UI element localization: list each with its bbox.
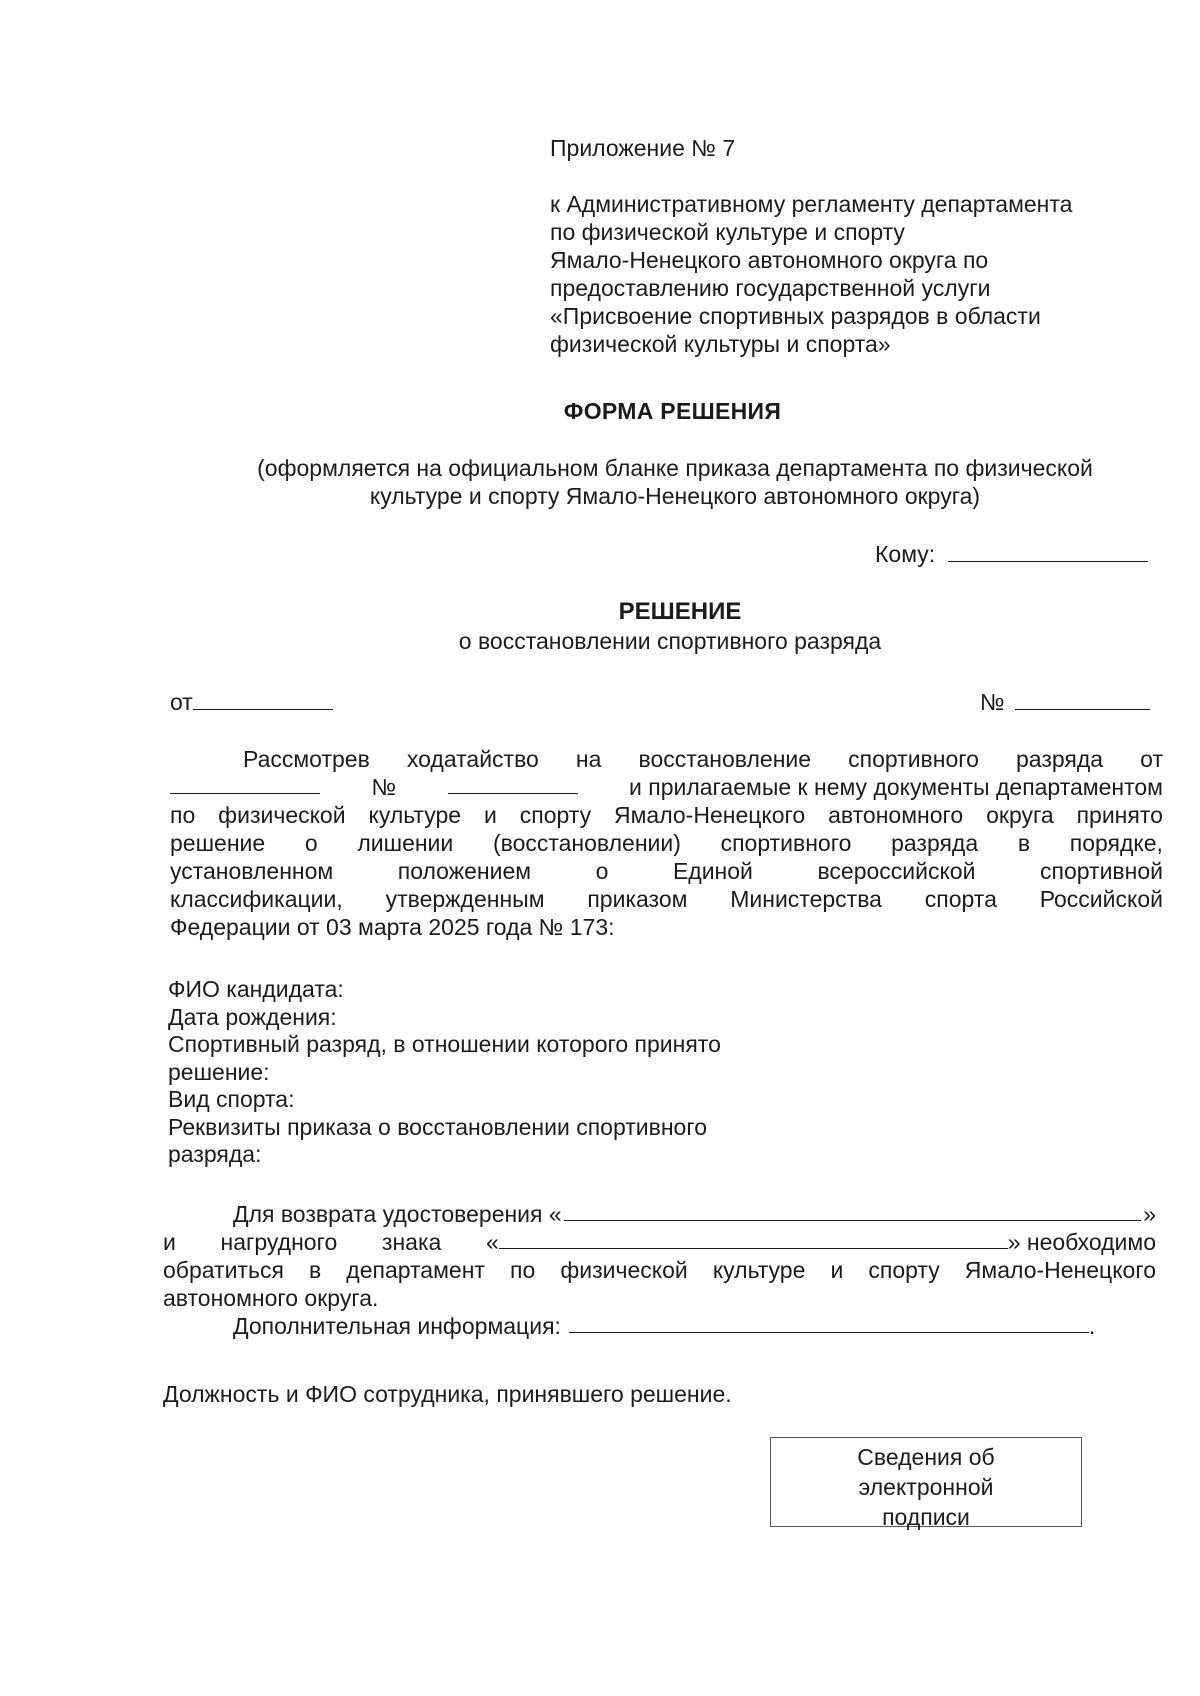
word: Российской xyxy=(1039,886,1163,912)
word: Ямало-Ненецкого xyxy=(964,1257,1156,1283)
word: решение xyxy=(170,830,266,856)
appendix-line: предоставлению государственной услуги xyxy=(550,275,991,301)
recipient-label: Кому: xyxy=(875,541,936,567)
word: Единой xyxy=(672,858,753,884)
return-line-4 xyxy=(163,1284,1156,1312)
appendix-line: физической культуры и спорта» xyxy=(550,331,891,357)
date-blank xyxy=(193,689,333,710)
field-birth-date: Дата рождения: xyxy=(168,1003,337,1030)
body-line-7-text: Федерации от 03 марта 2025 года № 173: xyxy=(170,914,615,940)
appendix-line: к Административному регламенту департамента xyxy=(550,191,1073,217)
note-line: культуре и спорту Ямало-Ненецкого автономного округа) xyxy=(369,483,981,509)
word: в xyxy=(1017,830,1031,856)
word: ходатайство xyxy=(406,746,539,772)
date-line xyxy=(170,688,333,716)
petition-number-blank xyxy=(448,773,578,794)
word: от xyxy=(1140,746,1163,772)
word: по xyxy=(510,1257,536,1283)
word: спортивного xyxy=(720,830,852,856)
return-paragraph xyxy=(163,1200,1156,1340)
word: утвержденным xyxy=(385,886,545,912)
decision-body xyxy=(170,745,1163,941)
petition-date-blank xyxy=(170,773,320,794)
employee-line: Должность и ФИО сотрудника, принявшего решение. xyxy=(163,1381,732,1407)
decision-title: РЕШЕНИЕ xyxy=(618,598,742,625)
additional-info-line xyxy=(163,1312,1156,1340)
word: культуре xyxy=(368,802,462,828)
word: нагрудного xyxy=(220,1229,338,1255)
word: (восстановлении) xyxy=(492,830,681,856)
word: департамент xyxy=(346,1257,485,1283)
body-line-2 xyxy=(170,773,1163,801)
appendix-number: Приложение № 7 xyxy=(550,135,736,161)
form-title: ФОРМА РЕШЕНИЯ xyxy=(563,398,782,424)
word: о xyxy=(595,858,609,884)
word: спортивного xyxy=(848,746,979,772)
signature-line: Сведения об xyxy=(857,1444,995,1470)
body-line-3 xyxy=(170,801,1163,829)
word: спорту xyxy=(519,802,592,828)
electronic-signature-box xyxy=(770,1437,1082,1530)
word: спортивной xyxy=(1040,858,1163,884)
body-line-2-text: и прилагаемые к нему документы департаментом xyxy=(629,774,1163,800)
return-line-4-text: автономного округа. xyxy=(163,1285,379,1311)
field-rank: Спортивный разряд, в отношении которого принято xyxy=(168,1031,721,1057)
word: спорту xyxy=(868,1257,940,1283)
word: классификации, xyxy=(170,886,343,912)
body-line-6 xyxy=(170,885,1163,913)
note-line: (оформляется на официальном бланке приказа департамента по физической xyxy=(257,455,1093,481)
word: на xyxy=(575,746,602,772)
quote-close: » xyxy=(1143,1201,1156,1227)
additional-info-label: Дополнительная информация: xyxy=(233,1313,561,1339)
return-line-3 xyxy=(163,1256,1156,1284)
word: культуре xyxy=(712,1257,806,1283)
word: Министерства xyxy=(730,886,882,912)
word: и xyxy=(483,802,497,828)
word: приказом xyxy=(587,886,688,912)
certificate-blank xyxy=(564,1200,1142,1221)
field-order: Реквизиты приказа о восстановлении спортивного xyxy=(168,1113,708,1140)
field-candidate-name: ФИО кандидата: xyxy=(168,976,344,1002)
word: округа xyxy=(986,802,1054,828)
signature-line: электронной xyxy=(858,1474,994,1500)
return-line-1-text: Для возврата удостоверения « xyxy=(233,1201,562,1227)
appendix-description xyxy=(550,190,1170,358)
word: физической xyxy=(218,802,346,828)
recipient-line xyxy=(875,540,1148,568)
date-label: от xyxy=(170,689,193,715)
word: разряда xyxy=(891,830,979,856)
word: порядке, xyxy=(1069,830,1163,856)
decision-subtitle: о восстановлении спортивного разряда xyxy=(458,628,882,654)
word: всероссийской xyxy=(817,858,976,884)
petition-number-label: № xyxy=(371,774,397,800)
word: лишении xyxy=(357,830,454,856)
word: разряда xyxy=(1016,746,1104,772)
body-line-5 xyxy=(170,857,1163,885)
badge-blank xyxy=(499,1228,1008,1249)
signature-line: подписи xyxy=(882,1504,970,1530)
body-line-4 xyxy=(170,829,1163,857)
number-label: № xyxy=(980,689,1005,715)
word: установленном xyxy=(170,858,334,884)
number-blank xyxy=(1015,689,1150,710)
appendix-line: Ямало-Ненецкого автономного округа по xyxy=(550,247,989,273)
field-rank-cont: решение: xyxy=(168,1058,270,1085)
word: физической xyxy=(560,1257,688,1283)
number-line xyxy=(980,688,1150,716)
additional-info-end: . xyxy=(1088,1313,1096,1339)
word: в xyxy=(308,1257,322,1283)
form-note xyxy=(185,454,1165,510)
word: и xyxy=(163,1229,176,1255)
decision-fields xyxy=(168,975,721,1168)
recipient-blank xyxy=(948,541,1148,562)
body-line-7 xyxy=(170,913,1163,941)
word: о xyxy=(304,830,318,856)
word: обратиться xyxy=(163,1257,284,1283)
word: автономного xyxy=(828,802,964,828)
word: принято xyxy=(1076,802,1163,828)
body-line-1 xyxy=(170,745,1163,773)
return-line-1 xyxy=(163,1200,1156,1228)
appendix-line: по физической культуре и спорту xyxy=(550,219,905,245)
field-order-cont: разряда: xyxy=(168,1141,262,1167)
word: Рассмотрев xyxy=(243,746,370,772)
word: и xyxy=(830,1257,844,1283)
word: спорта xyxy=(924,886,997,912)
word: положением xyxy=(397,858,532,884)
additional-info-blank xyxy=(569,1312,1089,1333)
return-line-2-end: » необходимо xyxy=(1007,1229,1156,1255)
word: знака xyxy=(381,1229,442,1255)
field-sport: Вид спорта: xyxy=(168,1086,295,1112)
word: восстановление xyxy=(638,746,812,772)
word: по xyxy=(170,802,196,828)
word: Ямало-Ненецкого xyxy=(614,802,806,828)
return-line-2 xyxy=(163,1228,1156,1256)
badge-field xyxy=(486,1228,1156,1256)
quote-open: « xyxy=(485,1229,499,1255)
appendix-line: «Присвоение спортивных разрядов в области xyxy=(550,303,1041,329)
